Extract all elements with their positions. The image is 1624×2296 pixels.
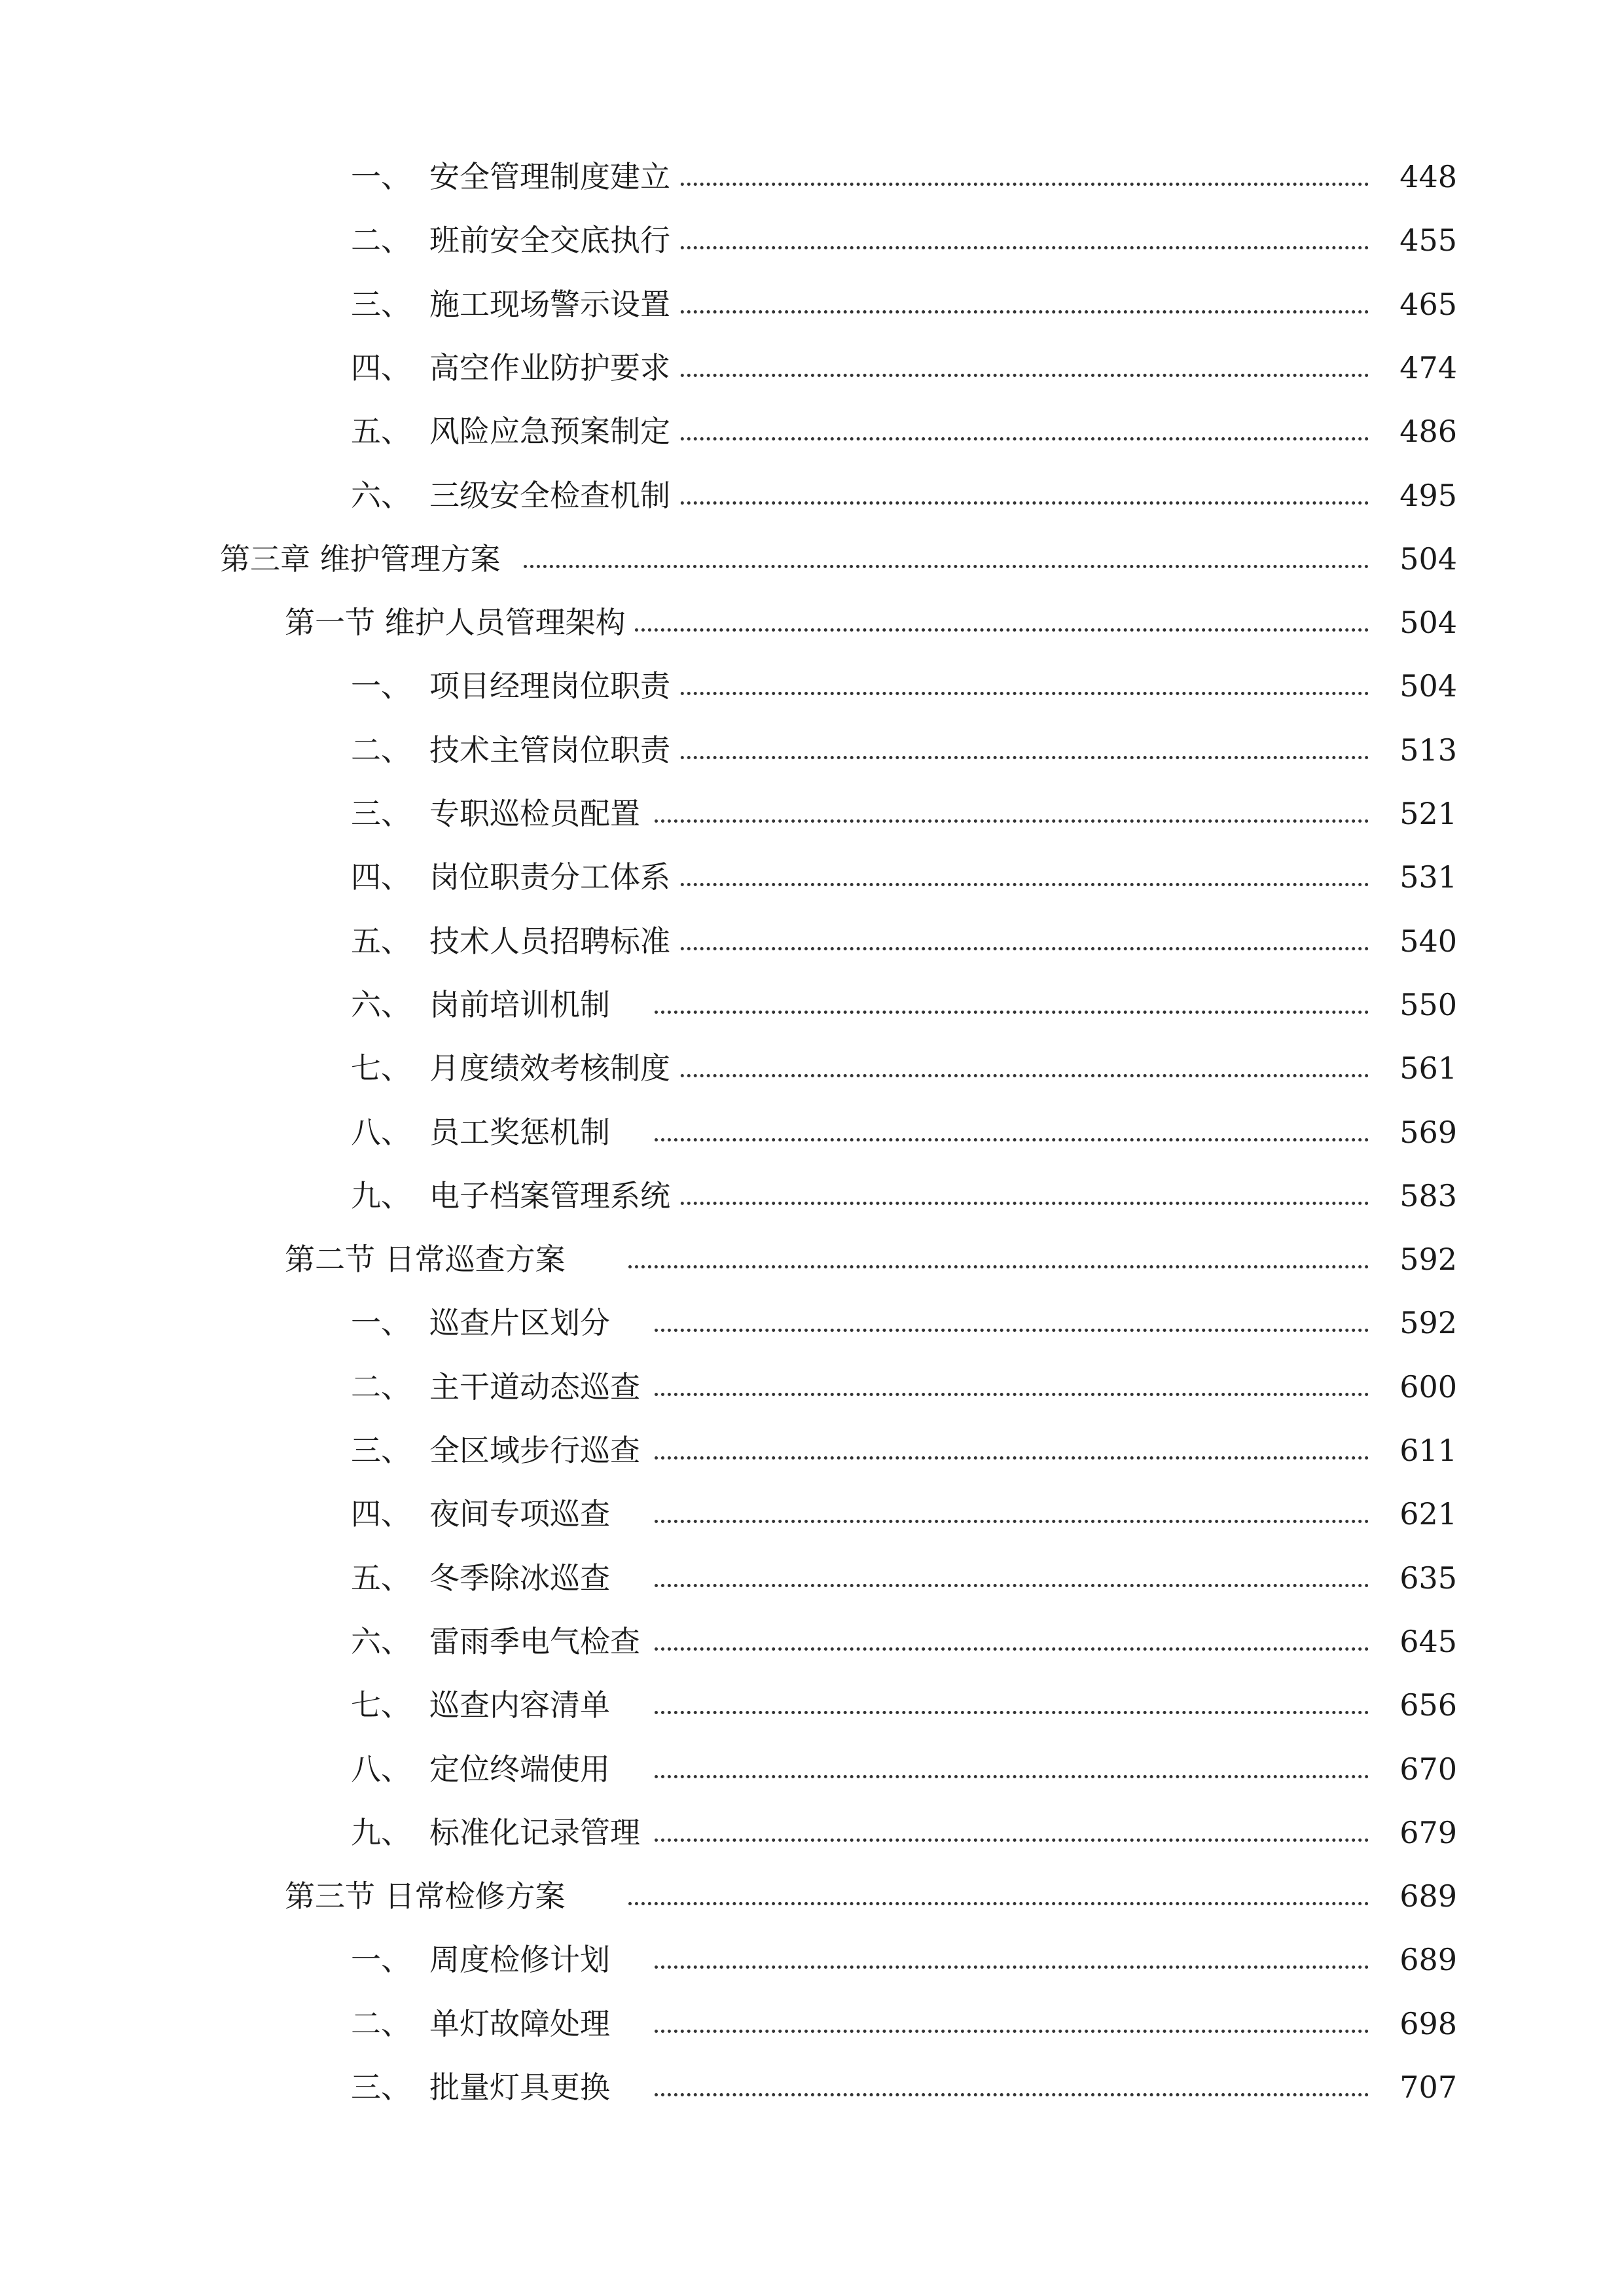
toc-entry-label <box>351 721 679 780</box>
toc-entry-label <box>351 1549 619 1607</box>
toc-entry-number: 一、 <box>351 668 411 704</box>
toc-entry-title: 周度检修计划 <box>429 1942 610 1977</box>
toc-entry-title: 批量灯具更换 <box>429 2070 610 2105</box>
dot-leader <box>655 1775 1408 1778</box>
toc-entry-number: 六、 <box>351 987 411 1022</box>
toc-entry-label <box>351 1994 619 2053</box>
toc-entry-number: 一、 <box>351 159 411 194</box>
toc-entry-page-number: 455 <box>1371 211 1457 270</box>
toc-entry-number: 三、 <box>351 2070 411 2105</box>
toc-entry[interactable] <box>0 1549 1624 1607</box>
toc-entry[interactable] <box>0 1357 1624 1416</box>
toc-entry[interactable] <box>0 721 1624 780</box>
toc-entry-page-number: 486 <box>1371 402 1457 461</box>
toc-entry-page-number: 504 <box>1371 593 1457 652</box>
toc-entry-label <box>285 593 635 652</box>
toc-entry-page-number: 531 <box>1371 848 1457 906</box>
toc-entry-number: 二、 <box>351 223 411 258</box>
dot-leader <box>655 310 1408 314</box>
toc-entry-number: 九、 <box>351 1815 411 1850</box>
toc-entry-number: 一、 <box>351 1942 411 1977</box>
toc-entry[interactable] <box>0 1867 1624 1926</box>
toc-entry-title: 第一节 维护人员管理架构 <box>285 605 626 640</box>
dot-leader <box>655 1520 1408 1523</box>
toc-entry-page-number: 621 <box>1371 1484 1457 1543</box>
toc-entry-page-number: 670 <box>1371 1740 1457 1799</box>
toc-entry-page-number: 513 <box>1371 721 1457 780</box>
toc-entry-label <box>351 1484 619 1543</box>
dot-leader <box>655 1011 1408 1014</box>
toc-entry-label <box>351 656 679 715</box>
toc-entry-title: 冬季除冰巡查 <box>429 1560 610 1596</box>
toc-entry-label <box>351 1357 649 1416</box>
toc-entry-title: 专职巡检员配置 <box>429 796 640 831</box>
dot-leader <box>655 756 1408 759</box>
dot-leader <box>655 1584 1408 1587</box>
dot-leader <box>655 1456 1408 1460</box>
toc-entry-page-number: 592 <box>1371 1230 1457 1289</box>
toc-entry-number: 三、 <box>351 1433 411 1468</box>
toc-entry-title: 施工现场警示设置 <box>429 287 670 322</box>
toc-entry-title: 单灯故障处理 <box>429 2006 610 2041</box>
toc-entry-page-number: 504 <box>1371 656 1457 715</box>
toc-entry-title: 第三章 维护管理方案 <box>220 541 501 577</box>
toc-entry-label <box>351 975 619 1034</box>
toc-entry-number: 七、 <box>351 1050 411 1086</box>
toc-entry-number: 五、 <box>351 1560 411 1596</box>
dot-leader <box>655 819 1408 823</box>
toc-entry-title: 雷雨季电气检查 <box>429 1624 640 1659</box>
toc-entry[interactable] <box>0 275 1624 334</box>
toc-entry-number: 九、 <box>351 1178 411 1213</box>
dot-leader <box>628 1265 1408 1268</box>
toc-entry-number: 七、 <box>351 1687 411 1723</box>
toc-entry-page-number: 495 <box>1371 466 1457 525</box>
toc-entry-title: 巡查内容清单 <box>429 1687 610 1723</box>
toc-entry-label <box>351 147 679 206</box>
toc-entry-label <box>351 1293 619 1352</box>
dot-leader <box>655 1074 1408 1077</box>
toc-entry[interactable] <box>0 211 1624 270</box>
toc-entry-number: 三、 <box>351 796 411 831</box>
toc-entry-number: 四、 <box>351 859 411 895</box>
toc-entry-label <box>351 402 679 461</box>
toc-entry-label <box>351 1612 649 1671</box>
toc-entry-page-number: 540 <box>1371 912 1457 971</box>
toc-entry[interactable] <box>0 1930 1624 1989</box>
toc-entry-title: 安全管理制度建立 <box>429 159 670 194</box>
toc-entry[interactable] <box>0 402 1624 461</box>
toc-entry-title: 技术主管岗位职责 <box>429 732 670 768</box>
dot-leader <box>655 1202 1408 1205</box>
toc-entry[interactable] <box>0 1293 1624 1352</box>
toc-entry[interactable] <box>0 848 1624 906</box>
toc-entry-number: 五、 <box>351 924 411 959</box>
toc-entry-title: 班前安全交底执行 <box>429 223 670 258</box>
toc-entry-number: 四、 <box>351 350 411 386</box>
toc-entry-label <box>351 1930 619 1989</box>
toc-entry-label <box>351 1676 619 1734</box>
dot-leader <box>655 1393 1408 1396</box>
toc-entry-page-number: 448 <box>1371 147 1457 206</box>
toc-entry-label <box>351 338 679 397</box>
toc-entry[interactable] <box>0 1230 1624 1289</box>
toc-entry-label <box>351 1103 619 1162</box>
toc-entry-title: 风险应急预案制定 <box>429 414 670 449</box>
toc-entry-page-number: 504 <box>1371 529 1457 588</box>
toc-entry-title: 标准化记录管理 <box>429 1815 640 1850</box>
toc-entry-page-number: 635 <box>1371 1549 1457 1607</box>
toc-entry[interactable] <box>0 1484 1624 1543</box>
toc-entry-label <box>351 1740 619 1799</box>
toc-entry[interactable] <box>0 784 1624 843</box>
dot-leader <box>655 1711 1408 1714</box>
toc-entry-number: 六、 <box>351 1624 411 1659</box>
toc-entry-label <box>351 1803 649 1862</box>
dot-leader <box>655 883 1408 886</box>
toc-entry-number: 八、 <box>351 1115 411 1150</box>
dot-leader <box>655 1647 1408 1651</box>
dot-leader <box>655 501 1408 505</box>
dot-leader <box>524 565 1408 568</box>
toc-entry[interactable] <box>0 1803 1624 1862</box>
toc-entry-label <box>351 848 679 906</box>
toc-entry-page-number: 679 <box>1371 1803 1457 1862</box>
toc-entry-page-number: 656 <box>1371 1676 1457 1734</box>
toc-entry-page-number: 689 <box>1371 1867 1457 1926</box>
toc-entry-number: 六、 <box>351 478 411 513</box>
toc-entry-page-number: 645 <box>1371 1612 1457 1671</box>
toc-entry-page-number: 698 <box>1371 1994 1457 2053</box>
toc-entry-number: 二、 <box>351 1369 411 1405</box>
dot-leader <box>655 2093 1408 2096</box>
toc-entry-page-number: 561 <box>1371 1039 1457 1098</box>
dot-leader <box>655 947 1408 950</box>
toc-entry-number: 八、 <box>351 1751 411 1787</box>
dot-leader <box>655 2030 1408 2033</box>
toc-entry-number: 四、 <box>351 1496 411 1532</box>
toc-entry[interactable] <box>0 975 1624 1034</box>
toc-entry[interactable] <box>0 1612 1624 1671</box>
toc-entry-title: 第二节 日常巡查方案 <box>285 1242 566 1277</box>
toc-entry-title: 电子档案管理系统 <box>429 1178 670 1213</box>
toc-entry-label <box>285 1230 575 1289</box>
toc-entry-title: 定位终端使用 <box>429 1751 610 1787</box>
toc-entry-label <box>351 2058 619 2117</box>
dot-leader <box>655 374 1408 377</box>
toc-entry[interactable] <box>0 1676 1624 1734</box>
toc-entry[interactable] <box>0 1166 1624 1225</box>
toc-entry-title: 全区域步行巡查 <box>429 1433 640 1468</box>
toc-entry-page-number: 550 <box>1371 975 1457 1034</box>
toc-entry-number: 二、 <box>351 2006 411 2041</box>
dot-leader <box>655 183 1408 186</box>
toc-entry-label <box>351 466 679 525</box>
toc-entry-title: 岗位职责分工体系 <box>429 859 670 895</box>
toc-entry-number: 一、 <box>351 1305 411 1340</box>
dot-leader <box>655 437 1408 440</box>
dot-leader <box>655 246 1408 249</box>
toc-entry-page-number: 689 <box>1371 1930 1457 1989</box>
toc-entry[interactable] <box>0 912 1624 971</box>
toc-entry-title: 夜间专项巡查 <box>429 1496 610 1532</box>
toc-entry-title: 技术人员招聘标准 <box>429 924 670 959</box>
dot-leader <box>655 1965 1408 1969</box>
toc-entry-label <box>220 529 510 588</box>
toc-entry[interactable] <box>0 656 1624 715</box>
toc-entry[interactable] <box>0 1039 1624 1098</box>
toc-entry-page-number: 592 <box>1371 1293 1457 1352</box>
toc-entry-number: 五、 <box>351 414 411 449</box>
toc-entry-label <box>351 1039 679 1098</box>
toc-entry-page-number: 611 <box>1371 1421 1457 1480</box>
toc-entry-page-number: 465 <box>1371 275 1457 334</box>
toc-entry-label <box>351 211 679 270</box>
toc-entry-title: 主干道动态巡查 <box>429 1369 640 1405</box>
toc-entry[interactable] <box>0 466 1624 525</box>
dot-leader <box>628 628 1408 632</box>
toc-entry[interactable] <box>0 1740 1624 1799</box>
toc-entry-title: 员工奖惩机制 <box>429 1115 610 1150</box>
dot-leader <box>655 1138 1408 1141</box>
toc-entry[interactable] <box>0 529 1624 588</box>
dot-leader <box>655 692 1408 695</box>
toc-entry[interactable] <box>0 1103 1624 1162</box>
toc-entry-title: 第三节 日常检修方案 <box>285 1878 566 1914</box>
toc-entry-page-number: 707 <box>1371 2058 1457 2117</box>
toc-entry-page-number: 474 <box>1371 338 1457 397</box>
toc-entry-page-number: 600 <box>1371 1357 1457 1416</box>
dot-leader <box>655 1329 1408 1332</box>
toc-entry-title: 月度绩效考核制度 <box>429 1050 670 1086</box>
toc-entry-label <box>351 275 679 334</box>
toc-entry-title: 三级安全检查机制 <box>429 478 670 513</box>
toc-entry[interactable] <box>0 147 1624 206</box>
toc-entry[interactable] <box>0 1421 1624 1480</box>
toc-entry-label <box>285 1867 575 1926</box>
toc-entry-label <box>351 1166 679 1225</box>
toc-entry-title: 巡查片区划分 <box>429 1305 610 1340</box>
dot-leader <box>655 1839 1408 1842</box>
toc-entry-page-number: 583 <box>1371 1166 1457 1225</box>
toc-entry[interactable] <box>0 1994 1624 2053</box>
toc-entry-title: 高空作业防护要求 <box>429 350 670 386</box>
toc-entry[interactable] <box>0 593 1624 652</box>
toc-entry-number: 二、 <box>351 732 411 768</box>
toc-entry-label <box>351 784 649 843</box>
toc-entry-page-number: 521 <box>1371 784 1457 843</box>
toc-entry-title: 岗前培训机制 <box>429 987 610 1022</box>
dot-leader <box>628 1902 1408 1905</box>
toc-entry[interactable] <box>0 2058 1624 2117</box>
toc-entry-label <box>351 912 679 971</box>
toc-entry-label <box>351 1421 649 1480</box>
toc-entry-number: 三、 <box>351 287 411 322</box>
toc-entry-title: 项目经理岗位职责 <box>429 668 670 704</box>
toc-entry[interactable] <box>0 338 1624 397</box>
toc-entry-page-number: 569 <box>1371 1103 1457 1162</box>
